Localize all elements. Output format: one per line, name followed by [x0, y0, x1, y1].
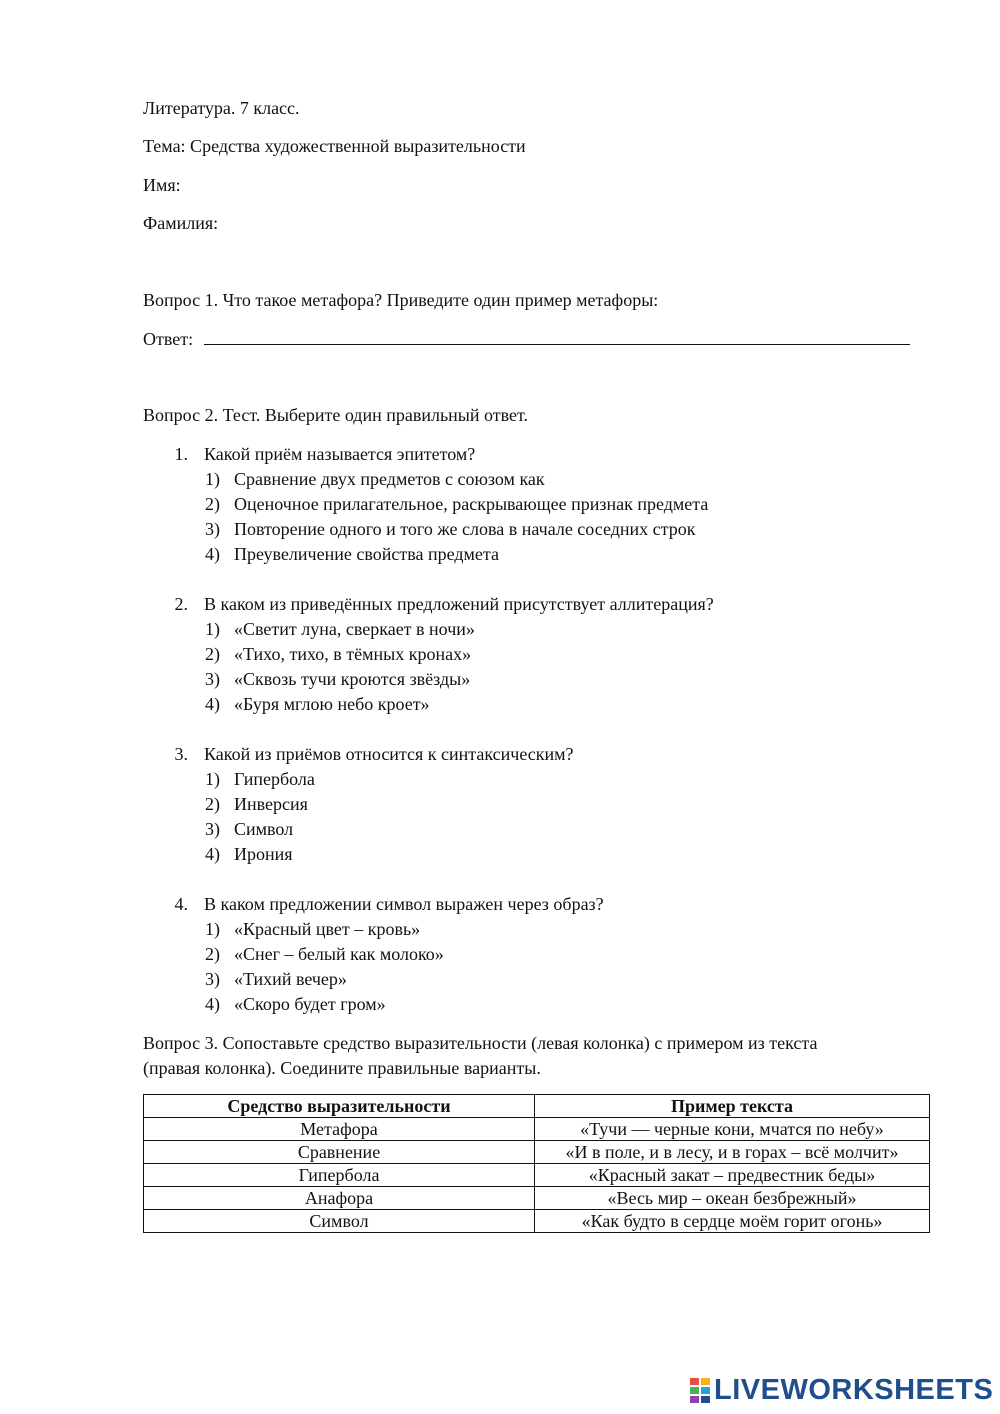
answer-input-line[interactable] — [204, 344, 910, 345]
answer-option-number[interactable]: 3) — [205, 819, 220, 839]
table-row — [144, 1141, 930, 1164]
logo-text: LIVEWORKSHEETS — [714, 1373, 994, 1406]
answer-option[interactable]: «Снег – белый как молоко» — [234, 944, 444, 964]
answer-option[interactable]: «Скоро будет гром» — [234, 994, 386, 1014]
example-cell[interactable]: «Тучи — черные кони, мчатся по небу» — [535, 1118, 930, 1141]
answer-option-number[interactable]: 1) — [205, 469, 220, 489]
device-cell[interactable]: Анафора — [144, 1187, 535, 1210]
matching-table — [143, 1094, 930, 1233]
answer-option[interactable]: «Тихо, тихо, в тёмных кронах» — [234, 644, 472, 664]
answer-option[interactable]: Инверсия — [234, 794, 308, 814]
table-row — [144, 1118, 930, 1141]
answer-option[interactable]: Гипербола — [234, 769, 315, 789]
answer-option[interactable]: Символ — [234, 819, 294, 839]
example-cell[interactable]: «Красный закат – предвестник беды» — [535, 1164, 930, 1187]
answer-option-number[interactable]: 1) — [205, 769, 220, 789]
test-question-number: 4. — [174, 894, 188, 914]
device-cell[interactable]: Гипербола — [144, 1164, 535, 1187]
answer-option[interactable]: Повторение одного и того же слова в начале соседних строк — [234, 519, 696, 539]
answer-option-number[interactable]: 4) — [205, 694, 220, 714]
test-question-text: В каком из приведённых предложений присутствует аллитерация? — [204, 594, 714, 614]
answer-option-number[interactable]: 3) — [205, 969, 220, 989]
test-question-text: Какой из приёмов относится к синтаксическим? — [204, 744, 574, 764]
answer-option-number[interactable]: 4) — [205, 994, 220, 1014]
answer-label: Ответ: — [143, 329, 194, 349]
answer-option-number[interactable]: 3) — [205, 669, 220, 689]
surname-label: Фамилия: — [143, 213, 219, 233]
answer-option[interactable]: «Тихий вечер» — [234, 969, 347, 989]
answer-option-number[interactable]: 2) — [205, 794, 220, 814]
device-cell[interactable]: Символ — [144, 1210, 535, 1233]
name-label: Имя: — [143, 175, 181, 195]
test-question-number: 2. — [174, 594, 188, 614]
topic-line: Тема: Средства художественной выразительности — [143, 136, 526, 156]
answer-option-number[interactable]: 4) — [205, 844, 220, 864]
answer-option-number[interactable]: 1) — [205, 619, 220, 639]
answer-option-number[interactable]: 3) — [205, 519, 220, 539]
question-3-line-1: Вопрос 3. Сопоставьте средство выразительности (левая колонка) с примером из текста — [143, 1033, 818, 1053]
answer-option[interactable]: Оценочное прилагательное, раскрывающее признак предмета — [234, 494, 709, 514]
answer-option-number[interactable]: 4) — [205, 544, 220, 564]
answer-option[interactable]: «Светит луна, сверкает в ночи» — [234, 619, 475, 639]
example-cell[interactable]: «Весь мир – океан безбрежный» — [535, 1187, 930, 1210]
answer-option[interactable]: «Красный цвет – кровь» — [234, 919, 421, 939]
table-row — [144, 1210, 930, 1233]
answer-option-number[interactable]: 1) — [205, 919, 220, 939]
device-cell[interactable]: Метафора — [144, 1118, 535, 1141]
answer-option[interactable]: Сравнение двух предметов с союзом как — [234, 469, 545, 489]
example-cell[interactable]: «И в поле, и в лесу, и в горах – всё молчит» — [535, 1141, 930, 1164]
table-row — [144, 1164, 930, 1187]
test-question-text: В каком предложении символ выражен через образ? — [204, 894, 604, 914]
question-3-line-2: (правая колонка). Соедините правильные варианты. — [143, 1058, 541, 1078]
answer-option-number[interactable]: 2) — [205, 644, 220, 664]
answer-option[interactable]: Преувеличение свойства предмета — [234, 544, 499, 564]
liveworksheets-icon — [690, 1376, 710, 1404]
test-question-number: 3. — [174, 744, 188, 764]
answer-option[interactable]: «Буря мглою небо кроет» — [234, 694, 430, 714]
test-question-number: 1. — [174, 444, 188, 464]
answer-option-number[interactable]: 2) — [205, 944, 220, 964]
example-cell[interactable]: «Как будто в сердце моём горит огонь» — [535, 1210, 930, 1233]
header-example: Пример текста — [535, 1095, 930, 1118]
test-question-text: Какой приём называется эпитетом? — [204, 444, 476, 464]
answer-option[interactable]: Ирония — [234, 844, 293, 864]
device-cell[interactable]: Сравнение — [144, 1141, 535, 1164]
subject-line: Литература. 7 класс. — [143, 98, 300, 118]
liveworksheets-logo — [690, 1374, 993, 1406]
question-1-text: Вопрос 1. Что такое метафора? Приведите один пример метафоры: — [143, 290, 659, 310]
question-2-text: Вопрос 2. Тест. Выберите один правильный ответ. — [143, 405, 529, 425]
answer-option-number[interactable]: 2) — [205, 494, 220, 514]
table-header-row — [144, 1095, 930, 1118]
table-row — [144, 1187, 930, 1210]
answer-option[interactable]: «Сквозь тучи кроются звёзды» — [234, 669, 471, 689]
header-device: Средство выразительности — [144, 1095, 535, 1118]
